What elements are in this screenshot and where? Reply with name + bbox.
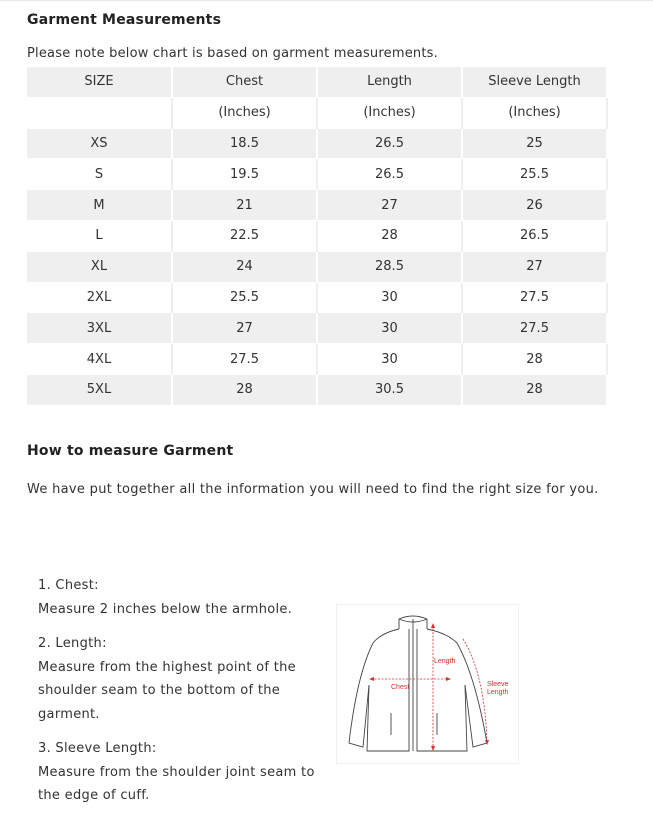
jacket-measurement-diagram [336,604,519,764]
column-header-length: Length [317,67,462,97]
table-cell: 4XL [27,344,172,375]
table-cell: 30.5 [317,374,462,405]
table-header-row [27,67,607,97]
table-cell: S [27,159,172,190]
step-body-length: Measure from the highest point of the shoulder seam to the bottom of the garment. [38,659,296,722]
table-cell: 5XL [27,374,172,405]
table-row [27,344,607,375]
table-cell: XS [27,128,172,159]
table-cell: 26.5 [317,159,462,190]
table-cell: 30 [317,313,462,344]
column-header-chest: Chest [172,67,317,97]
table-cell: 28 [172,374,317,405]
how-to-intro: We have put together all the information you will need to find the right size for you. [27,482,599,497]
diagram-label-chest: Chest [391,684,410,691]
table-cell: 26.5 [462,220,607,251]
top-divider [0,0,653,1]
table-cell: 27 [317,190,462,221]
table-cell: 26.5 [317,128,462,159]
table-cell: M [27,190,172,221]
table-cell: 28 [462,374,607,405]
table-cell: 18.5 [172,128,317,159]
units-cell-chest: (Inches) [172,97,317,128]
step-title-length: 2. Length: [38,636,107,651]
table-cell: XL [27,251,172,282]
jacket-icon [337,605,518,763]
table-cell: 26 [462,190,607,221]
table-row [27,190,607,221]
table-row [27,313,607,344]
units-cell-sleeve-length: (Inches) [462,97,607,128]
size-chart-table [27,67,608,406]
units-cell-length: (Inches) [317,97,462,128]
diagram-label-length: Length [434,658,456,665]
table-cell: 28 [462,344,607,375]
table-cell: 27.5 [462,282,607,313]
step-title-chest: 1. Chest: [38,578,99,593]
table-cell: 2XL [27,282,172,313]
table-row [27,282,607,313]
step-body-chest: Measure 2 inches below the armhole. [38,601,293,617]
table-cell: 27 [462,251,607,282]
table-cell: 22.5 [172,220,317,251]
column-header-size: SIZE [27,67,172,97]
diagram-label-sleeve-1: Sleeve [487,681,509,688]
table-row [27,128,607,159]
table-cell: 21 [172,190,317,221]
table-cell: 30 [317,344,462,375]
section-title-how-to-measure: How to measure Garment [27,443,234,459]
table-cell: 27.5 [172,344,317,375]
step-title-sleeve-length: 3. Sleeve Length: [38,741,157,756]
table-cell: L [27,220,172,251]
step-body-sleeve-length: Measure from the shoulder joint seam to the edge of cuff. [38,764,315,803]
column-header-sleeve-length: Sleeve Length [462,67,607,97]
measurement-steps [38,574,328,808]
table-cell: 25.5 [462,159,607,190]
units-cell-size [27,97,172,128]
table-units-row [27,97,607,128]
table-cell: 27 [172,313,317,344]
section-title-garment-measurements: Garment Measurements [27,12,222,28]
table-row [27,374,607,405]
table-cell: 19.5 [172,159,317,190]
table-cell: 25 [462,128,607,159]
table-cell: 28 [317,220,462,251]
table-cell: 27.5 [462,313,607,344]
table-cell: 3XL [27,313,172,344]
table-row [27,159,607,190]
table-cell: 30 [317,282,462,313]
table-cell: 24 [172,251,317,282]
table-cell: 28.5 [317,251,462,282]
diagram-label-sleeve-2: Length [487,689,509,696]
table-cell: 25.5 [172,282,317,313]
chart-note: Please note below chart is based on garment measurements. [27,46,438,61]
table-row [27,220,607,251]
table-row [27,251,607,282]
